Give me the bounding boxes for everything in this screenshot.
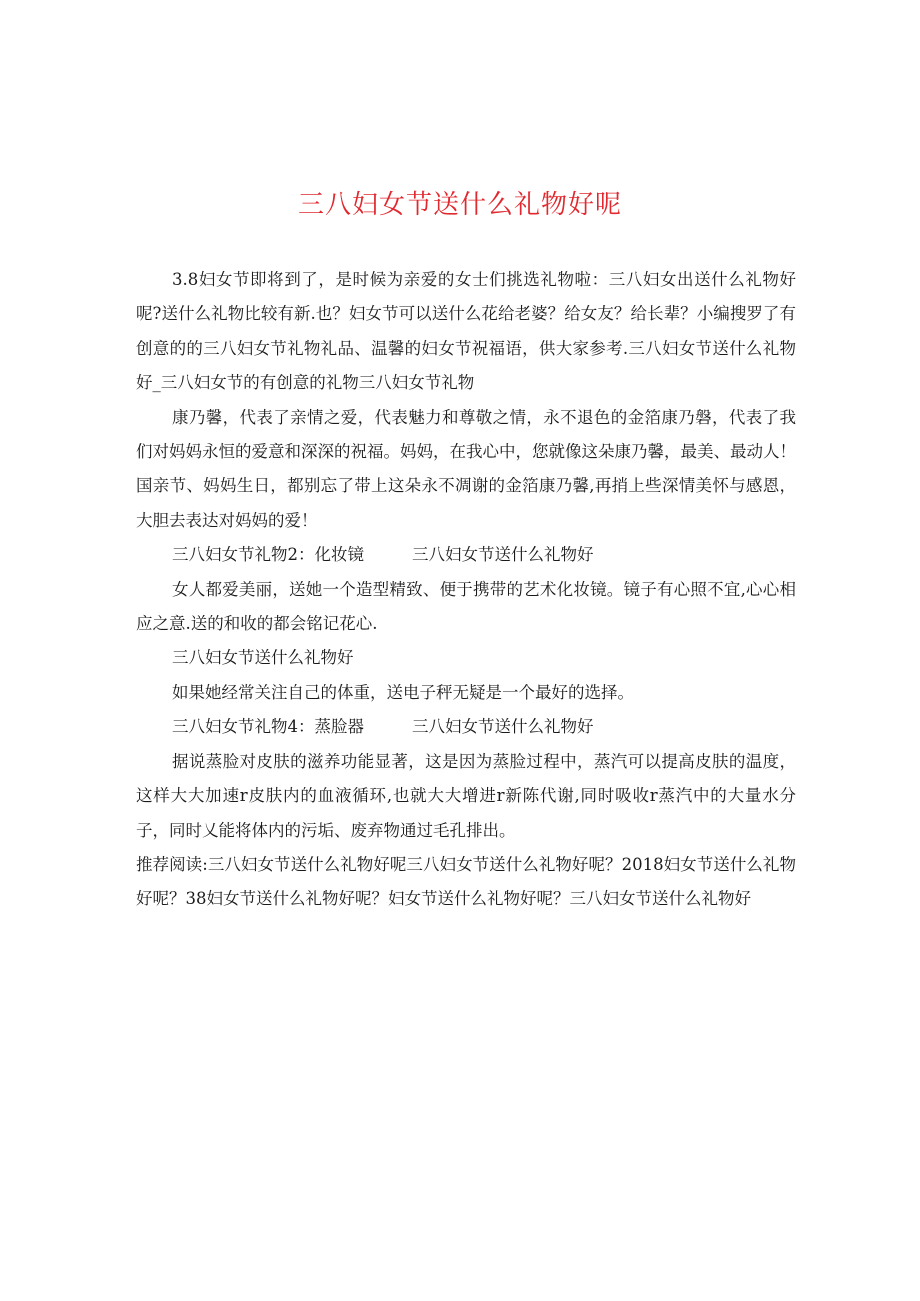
gift-4-subheading: 三八妇女节送什么礼物好 [412, 717, 594, 737]
document-title: 三八妇女节送什么礼物好呢 [297, 190, 622, 220]
carnation-paragraph: 康乃馨，代表了亲情之爱，代表魅力和尊敬之情，永不退色的金箔康乃磐，代表了我们对妈妈永恒的爱意和深深的祝福。妈妈，在我心中，您就像这朵康乃馨，最美、最动人！国亲节、妈妈生日，都别忘了带上这朵永不凋谢的金箔康乃馨,再捎上些深情美怀与感恩，大胆去表达对妈妈的爱！ [136, 407, 796, 530]
intro-paragraph: 3.8妇女节即将到了，是时候为亲爱的女士们挑选礼物啦：三八妇女出送什么礼物好呢?送什么礼物比较有新.也？妇女节可以送什么花给老婆？给女友？给长辈？小编搜罗了有创意的的三八妇女节礼物礼品、温馨的妇女节祝福语，供大家参考.三八妇女节送什么礼物好_三八妇女节的有创意的礼物三八妇女节礼物 [136, 270, 796, 393]
document-body [136, 263, 796, 917]
gift-4-heading: 三八妇女节礼物4：蒸脸器 [172, 717, 364, 737]
gift-2-heading: 三八妇女节礼物2：化妆镜 [172, 545, 364, 565]
gift-2-subheading: 三八妇女节送什么礼物好 [412, 545, 594, 565]
steamer-paragraph: 据说蒸脸对皮肤的滋养功能显著，这是因为蒸脸过程中，蒸汽可以提高皮肤的温度，这样大大加速r皮肤内的血液循环,也就大大增进r新陈代谢,同时吸收r蒸汽中的大量水分子，同时乂能将体内的污垢、废弃物通过毛孔排出。 [136, 751, 796, 840]
mirror-paragraph: 女人都爱美丽，送她一个造型精致、便于携带的艺术化妆镜。镜子有心照不宜,心心相应之意.送的和收的都会铭记花心. [136, 579, 796, 634]
gift-3-heading: 三八妇女节送什么礼物好 [172, 648, 354, 668]
recommended-reading: 推荐阅读:三八妇女节送什么礼物好呢三八妇女节送什么礼物好呢？2018妇女节送什么礼物好呢？38妇女节送什么礼物好呢？妇女节送什么礼物好呢？三八妇女节送什么礼物好 [136, 854, 796, 909]
gift-4-heading-line [136, 710, 796, 744]
scale-paragraph: 如果她经常关注自己的体重，送电子秤无疑是一个最好的选择。 [172, 682, 634, 702]
gift-2-heading-line [136, 538, 796, 572]
